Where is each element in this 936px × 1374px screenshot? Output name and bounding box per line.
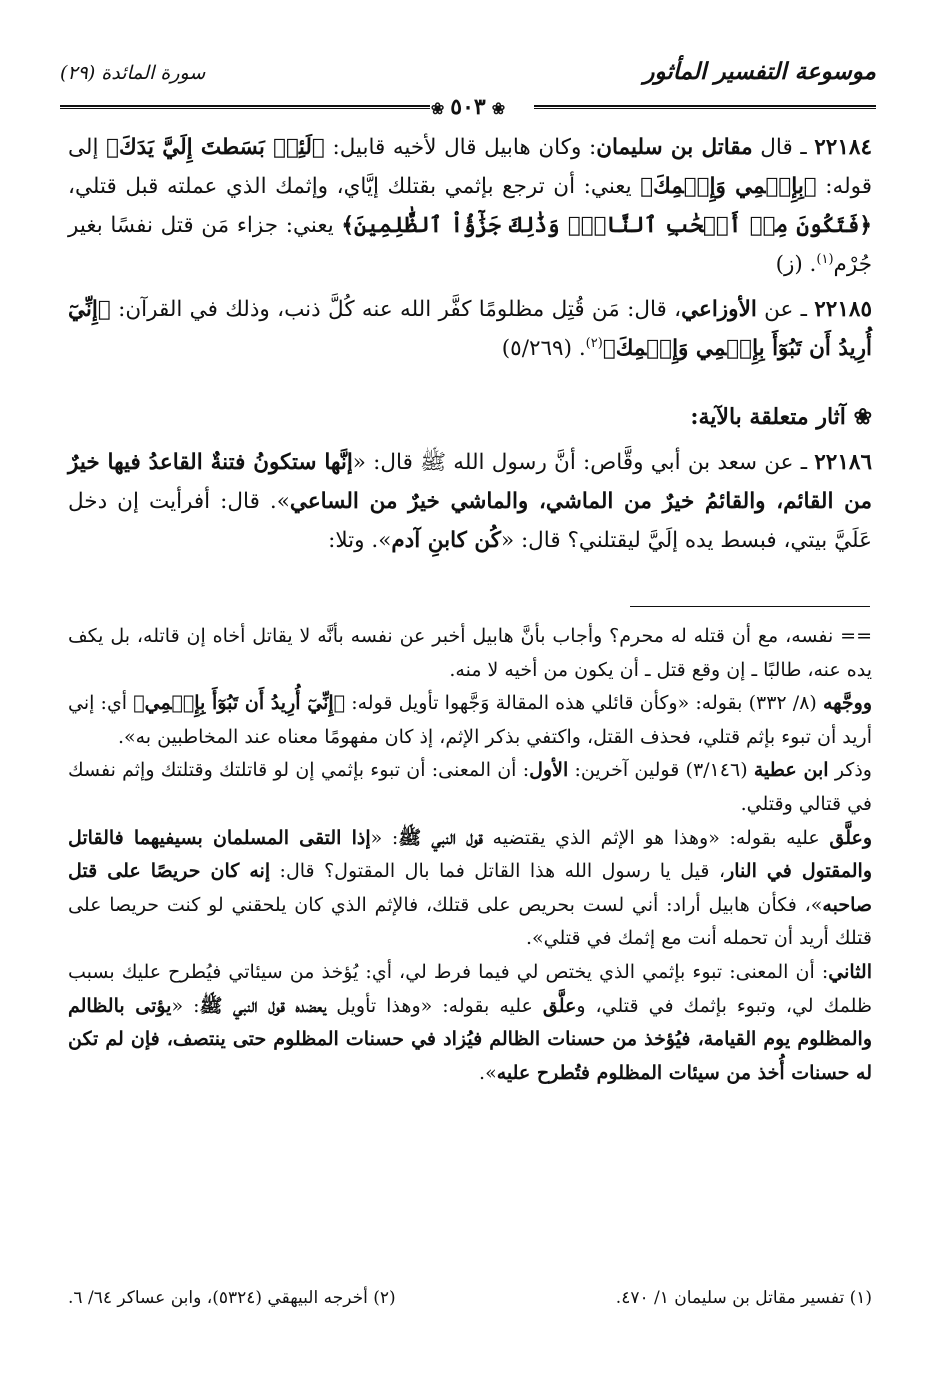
footnote-ref[interactable]: (٢) <box>585 335 603 351</box>
main-text <box>68 128 872 566</box>
note-comment-1: وعلَّق عليه بقوله: «وهذا هو الإثم الذي يقتضيه قول النبي ﷺ: «إذا التقى المسلمان بسيفيهما فالقاتل والمقتول في النار، قيل يا رسول الله هذا القاتل فما بال المقتول؟ قال: إنه كان حريصًا على قتل صاحبه»، فكأن هابيل أراد: أني لست بحريص على قتلك، فالإثم الذي كان يلحقني لو كنت حريصا على قتلك أريد أن تحمله أنت مع إثمك في قتلي». <box>68 826 873 950</box>
footnote-2: (٢) أخرجه البيهقي (٥٣٢٤)، وابن عساكر ٦٤/ ٦. <box>68 1288 396 1308</box>
quran-verse: ﴿فَتَكُونَ مِنۡ أَصۡحَٰبِ ٱلنَّارِۚ وَذَٰلِكَ جَزَٰٓؤُاْ ٱلظَّٰلِمِينَ﴾ <box>341 213 872 238</box>
narration-number: ٢٢١٨٥ <box>814 297 872 322</box>
note-ibn-atiyya: وذكر ابن عطية (٣/١٤٦) قولين آخرين: الأول: أن المعنى: أن تبوء بإثمي إن لو قاتلتك وقتلتك وإثم نفسك في قتالي وقتلي. <box>68 759 872 815</box>
cross-reference: . (٥/٢٦٩) <box>501 336 586 361</box>
page-number-group <box>60 94 876 120</box>
quran-verse: ﴿لَئِنۢ بَسَطتَ إِلَيَّ يَدَكَ﴾ <box>106 135 325 160</box>
note-second-meaning: الثاني: أن المعنى: تبوء بإثمي الذي يختص لي فيما فرط لي، أي: يُؤخذ من سيئاتي فيُطرح عليك بسبب ظلمك لي، وتبوء بإثمك في قتلي، وعلَّق عليه بقوله: «وهذا تأويل يعضده قول النبي ﷺ: «يؤتى بالظالم والمظلوم يوم القيامة، فيُؤخذ من حسنات الظالم فيُزاد في حسنات المظلوم حتى ينتصف، فإن لم تكن له حسنات أُخذ من سيئات المظلوم فتُطرح عليه». <box>68 960 872 1084</box>
ornament-icon: ❀ <box>491 99 506 118</box>
hadith-text: إنَّها ستكونُ فتنةٌ القاعدُ فيها خيرٌ من القائم، والقائمُ خيرٌ من الماشي، والماشي خيرٌ من الساعي <box>68 450 872 514</box>
flower-icon: ❀ <box>853 404 872 430</box>
page-number: ٥٠٣ <box>450 94 486 120</box>
hadith-text: كُن كابنِ آدم <box>391 528 501 553</box>
footnote-divider <box>630 606 870 607</box>
narration-22184: ٢٢١٨٤ ـ قال مقاتل بن سليمان: وكان هابيل قال لأخيه قابيل: ﴿لَئِنۢ بَسَطتَ إِلَيَّ يَدَكَ﴾ إلى قوله: ﴿بِإِثۡمِي وَإِثۡمِكَ﴾ يعني: أن ترجع بإثمي بقتلك إيَّاي، وإثمك الذي عملته قبل قتلي، ﴿فَتَكُونَ مِنۡ أَصۡحَٰبِ ٱلنَّارِۚ وَذَٰلِكَ جَزَٰٓؤُاْ ٱلظَّٰلِمِينَ﴾ يعني: جزاء مَن قتل نفسًا بغير جُرْم$^{(١)}$. (ز) <box>68 135 873 277</box>
footnote-ref[interactable]: (١) <box>816 251 834 267</box>
book-title: موسوعة التفسير المأثور <box>643 58 876 85</box>
narration-number: ٢٢١٨٤ <box>814 135 872 160</box>
ornament-icon: ❀ <box>430 99 445 118</box>
note-tabari: ووجَّهه (٨/ ٣٣٢) بقوله: «وكأن قائلي هذه المقالة وَجَّهوا تأويل قوله: ﴿إِنِّيٓ أُرِيدُ أَن تَبُوٓأَ بِإِثۡمِي﴾ أي: إني أريد أن تبوء بإثم قتلي، فحذف القتل، واكتفي بذكر الإثم، إذ كان مفهومًا معناه عند المخاطبين به». <box>68 692 873 748</box>
narration-22186: ٢٢١٨٦ ـ عن سعد بن أبي وقَّاص: أنَّ رسول الله ﷺ قال: «إنَّها ستكونُ فتنةٌ القاعدُ فيها خيرٌ من القائم، والقائمُ خيرٌ من الماشي، والماشي خيرٌ من الساعي». قال: أفرأيت إن دخل عَلَيَّ بيتي، فبسط يده إلَيَّ ليقتلني؟ قال: «كُن كابنِ آدم». وتلا: <box>68 450 872 553</box>
surah-name: سورة المائدة (٢٩) <box>60 62 206 84</box>
narration-22185: ٢٢١٨٥ ـ عن الأوزاعي، قال: مَن قُتِل مظلومًا كفَّر الله عنه كُلَّ ذنب، وذلك في القرآن: ﴿إِنِّيٓ أُرِيدُ أَن تَبُوٓأَ بِإِثۡمِي وَإِثۡمِكَ﴾$^{(٢)}$. (٥/٢٦٩) <box>68 297 872 361</box>
quran-verse: ﴿إِنِّيٓ أُرِيدُ أَن تَبُوٓأَ بِإِثۡمِي وَإِثۡمِكَ﴾ <box>68 297 872 361</box>
narrator-name: الأوزاعي <box>681 297 757 322</box>
header-rule <box>60 94 876 118</box>
narration-number: ٢٢١٨٦ <box>814 450 872 475</box>
note-continuation: == نفسه، مع أن قتله له محرم؟ وأجاب بأنَّ هابيل أخبر عن نفسه بأنَّه لا يقاتل أخاه إن قاتله، بل يكف يده عنه، طالبًا ـ إن وقع قتل ـ أن يكون من أخيه لا منه. <box>68 625 872 681</box>
section-heading: ❀ آثار متعلقة بالآية: <box>690 404 872 430</box>
quran-verse: ﴿بِإِثۡمِي وَإِثۡمِكَ﴾ <box>640 174 817 199</box>
narrator-name: مقاتل بن سليمان <box>596 135 753 160</box>
quran-verse: ﴿إِنِّيٓ أُرِيدُ أَن تَبُوٓأَ بِإِثۡمِي﴾ <box>133 692 346 715</box>
footnote-1: (١) تفسير مقاتل بن سليمان ١/ ٤٧٠. <box>615 1288 872 1308</box>
commentary-notes <box>68 620 872 1090</box>
page-header <box>60 58 876 118</box>
